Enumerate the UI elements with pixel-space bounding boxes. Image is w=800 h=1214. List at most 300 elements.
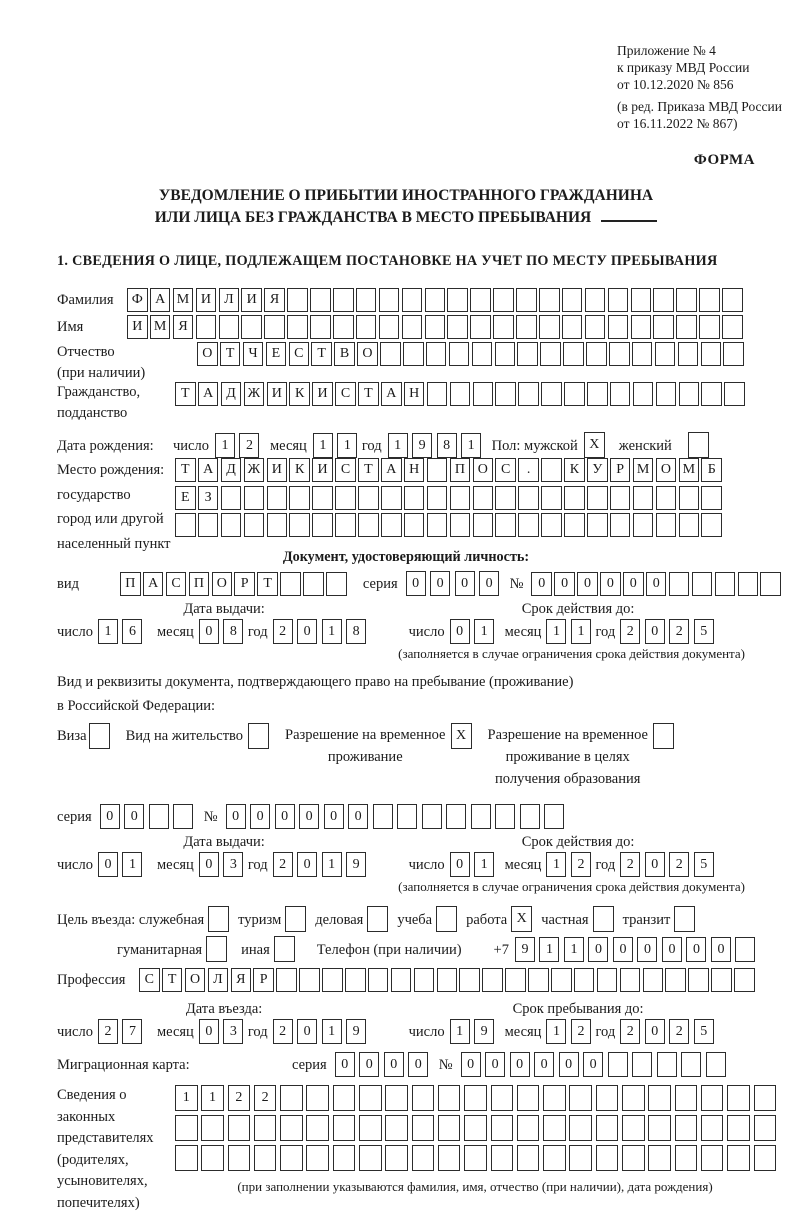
doc-type-cell[interactable]: А (143, 572, 164, 596)
doc-type-cell[interactable]: П (189, 572, 210, 596)
representatives-row3-cell[interactable] (333, 1145, 356, 1171)
permit-seria-cell[interactable] (173, 804, 193, 829)
migration-number-cell[interactable] (706, 1052, 726, 1077)
doc-type-cell[interactable] (280, 572, 301, 596)
birthplace-row2-cell[interactable] (701, 486, 722, 510)
representatives-row2-cell[interactable] (228, 1115, 251, 1141)
profession-cell[interactable] (482, 968, 503, 992)
surname-cell[interactable]: Ф (127, 288, 148, 312)
phone-cell[interactable]: 0 (662, 937, 682, 962)
representatives-row3-cell[interactable] (175, 1145, 198, 1171)
migration-number-cell[interactable] (632, 1052, 652, 1077)
entry-day-cell[interactable]: 2 (98, 1019, 118, 1044)
birthplace-row1-cell[interactable]: У (587, 458, 608, 482)
birth-year-cell[interactable]: 1 (388, 433, 408, 458)
birthplace-row2-cell[interactable] (518, 486, 539, 510)
representatives-row1-cell[interactable] (675, 1085, 698, 1111)
profession-cell[interactable] (414, 968, 435, 992)
birthplace-row1-cell[interactable]: О (473, 458, 494, 482)
birthplace-row2-cell[interactable] (473, 486, 494, 510)
birth-month-cell[interactable]: 1 (337, 433, 357, 458)
citizenship-cell[interactable] (473, 382, 494, 406)
doc-issue-day-cell[interactable]: 1 (98, 619, 118, 644)
permit-number-cell[interactable]: 0 (250, 804, 270, 829)
representatives-row1-cell[interactable] (622, 1085, 645, 1111)
birthplace-row1-cell[interactable]: А (198, 458, 219, 482)
representatives-row2-cell[interactable] (517, 1115, 540, 1141)
checkbox-purpose-other[interactable] (274, 936, 295, 962)
representatives-row3-cell[interactable] (543, 1145, 566, 1171)
doc-number-cell[interactable] (669, 572, 690, 596)
doc-number-cell[interactable]: 0 (577, 572, 598, 596)
migration-number-cell[interactable]: 0 (534, 1052, 554, 1077)
birthplace-row2-cell[interactable] (450, 486, 471, 510)
citizenship-cell[interactable] (587, 382, 608, 406)
permit-number-cell[interactable]: 0 (299, 804, 319, 829)
citizenship-cell[interactable] (724, 382, 745, 406)
doc-type-cell[interactable]: С (166, 572, 187, 596)
birthplace-row3-cell[interactable] (450, 513, 471, 537)
citizenship-cell[interactable]: А (381, 382, 402, 406)
checkbox-residence-permit[interactable] (248, 723, 269, 749)
checkbox-purpose-transit[interactable] (674, 906, 695, 932)
permit-number-cell[interactable] (544, 804, 564, 829)
birthplace-row3-cell[interactable] (381, 513, 402, 537)
migration-seria-cell[interactable]: 0 (384, 1052, 404, 1077)
name-cell[interactable] (447, 315, 468, 339)
surname-cell[interactable] (653, 288, 674, 312)
birthplace-row1-cell[interactable]: С (495, 458, 516, 482)
citizenship-cell[interactable]: Т (175, 382, 196, 406)
patronymic-cell[interactable] (701, 342, 722, 366)
birthplace-row1-cell[interactable]: . (518, 458, 539, 482)
name-cell[interactable] (310, 315, 331, 339)
birthplace-row3-cell[interactable] (541, 513, 562, 537)
profession-cell[interactable] (528, 968, 549, 992)
permit-number-cell[interactable] (495, 804, 515, 829)
birthplace-row3-cell[interactable] (312, 513, 333, 537)
permit-seria-cell[interactable] (149, 804, 169, 829)
doc-issue-year-cell[interactable]: 1 (322, 619, 342, 644)
permit-number-cell[interactable] (471, 804, 491, 829)
stay-day-cell[interactable]: 1 (450, 1019, 470, 1044)
representatives-row1-cell[interactable] (543, 1085, 566, 1111)
doc-number-cell[interactable] (760, 572, 781, 596)
citizenship-cell[interactable] (541, 382, 562, 406)
permit-issue-year-cell[interactable]: 9 (346, 852, 366, 877)
representatives-row2-cell[interactable] (201, 1115, 224, 1141)
surname-cell[interactable] (585, 288, 606, 312)
citizenship-cell[interactable] (701, 382, 722, 406)
checkbox-purpose-tourism[interactable] (285, 906, 306, 932)
surname-cell[interactable]: М (173, 288, 194, 312)
migration-number-cell[interactable]: 0 (461, 1052, 481, 1077)
representatives-row2-cell[interactable] (622, 1115, 645, 1141)
citizenship-cell[interactable] (564, 382, 585, 406)
birthplace-row2-cell[interactable] (541, 486, 562, 510)
representatives-row2-cell[interactable] (438, 1115, 461, 1141)
representatives-row3-cell[interactable] (648, 1145, 671, 1171)
birthplace-row3-cell[interactable] (679, 513, 700, 537)
representatives-row3-cell[interactable] (596, 1145, 619, 1171)
stay-year-cell[interactable]: 2 (669, 1019, 689, 1044)
representatives-row1-cell[interactable] (438, 1085, 461, 1111)
profession-cell[interactable] (299, 968, 320, 992)
citizenship-cell[interactable] (633, 382, 654, 406)
representatives-row1-cell[interactable]: 2 (228, 1085, 251, 1111)
patronymic-cell[interactable] (403, 342, 424, 366)
name-cell[interactable] (402, 315, 423, 339)
surname-cell[interactable]: А (150, 288, 171, 312)
representatives-row1-cell[interactable] (569, 1085, 592, 1111)
name-cell[interactable] (539, 315, 560, 339)
checkbox-rvp-education[interactable] (653, 723, 674, 749)
birthplace-row2-cell[interactable] (244, 486, 265, 510)
representatives-row3-cell[interactable] (517, 1145, 540, 1171)
stay-year-cell[interactable]: 5 (694, 1019, 714, 1044)
profession-cell[interactable] (620, 968, 641, 992)
doc-type-cell[interactable]: Р (234, 572, 255, 596)
permit-valid-month-cell[interactable]: 1 (546, 852, 566, 877)
patronymic-cell[interactable] (495, 342, 516, 366)
surname-cell[interactable] (699, 288, 720, 312)
representatives-row1-cell[interactable] (333, 1085, 356, 1111)
profession-cell[interactable] (551, 968, 572, 992)
migration-number-cell[interactable] (608, 1052, 628, 1077)
birthplace-row3-cell[interactable] (564, 513, 585, 537)
birth-day-cell[interactable]: 1 (215, 433, 235, 458)
migration-seria-cell[interactable]: 0 (359, 1052, 379, 1077)
surname-cell[interactable] (493, 288, 514, 312)
birthplace-row1-cell[interactable] (427, 458, 448, 482)
permit-number-cell[interactable]: 0 (226, 804, 246, 829)
profession-cell[interactable] (734, 968, 755, 992)
birthplace-row1-cell[interactable]: С (335, 458, 356, 482)
representatives-row3-cell[interactable] (228, 1145, 251, 1171)
birthplace-row3-cell[interactable] (289, 513, 310, 537)
entry-day-cell[interactable]: 7 (122, 1019, 142, 1044)
checkbox-rvp[interactable]: X (451, 723, 472, 749)
doc-number-cell[interactable] (715, 572, 736, 596)
surname-cell[interactable] (402, 288, 423, 312)
birthplace-row2-cell[interactable] (495, 486, 516, 510)
permit-valid-year-cell[interactable]: 0 (645, 852, 665, 877)
migration-number-cell[interactable] (657, 1052, 677, 1077)
migration-number-cell[interactable]: 0 (559, 1052, 579, 1077)
birthplace-row2-cell[interactable] (633, 486, 654, 510)
name-cell[interactable] (196, 315, 217, 339)
name-cell[interactable] (333, 315, 354, 339)
name-cell[interactable] (356, 315, 377, 339)
birthplace-row3-cell[interactable] (427, 513, 448, 537)
doc-valid-year-cell[interactable]: 2 (669, 619, 689, 644)
birthplace-row1-cell[interactable]: П (450, 458, 471, 482)
representatives-row3-cell[interactable] (201, 1145, 224, 1171)
citizenship-cell[interactable]: А (198, 382, 219, 406)
phone-cell[interactable]: 0 (637, 937, 657, 962)
name-cell[interactable] (585, 315, 606, 339)
surname-cell[interactable] (676, 288, 697, 312)
migration-number-cell[interactable]: 0 (485, 1052, 505, 1077)
permit-number-cell[interactable] (520, 804, 540, 829)
entry-year-cell[interactable]: 1 (322, 1019, 342, 1044)
patronymic-cell[interactable] (609, 342, 630, 366)
representatives-row2-cell[interactable] (701, 1115, 724, 1141)
permit-number-cell[interactable]: 0 (324, 804, 344, 829)
doc-valid-day-cell[interactable]: 1 (474, 619, 494, 644)
name-cell[interactable] (562, 315, 583, 339)
representatives-row1-cell[interactable] (306, 1085, 329, 1111)
profession-cell[interactable]: Р (253, 968, 274, 992)
migration-number-cell[interactable] (681, 1052, 701, 1077)
name-cell[interactable] (608, 315, 629, 339)
name-cell[interactable] (219, 315, 240, 339)
citizenship-cell[interactable]: И (312, 382, 333, 406)
doc-number-cell[interactable]: 0 (600, 572, 621, 596)
profession-cell[interactable] (391, 968, 412, 992)
representatives-row1-cell[interactable] (517, 1085, 540, 1111)
birthplace-row1-cell[interactable]: М (633, 458, 654, 482)
birthplace-row1-cell[interactable]: М (679, 458, 700, 482)
representatives-row2-cell[interactable] (675, 1115, 698, 1141)
representatives-row1-cell[interactable] (385, 1085, 408, 1111)
citizenship-cell[interactable] (518, 382, 539, 406)
surname-cell[interactable] (333, 288, 354, 312)
birthplace-row1-cell[interactable]: И (267, 458, 288, 482)
profession-cell[interactable]: С (139, 968, 160, 992)
birthplace-row1-cell[interactable] (541, 458, 562, 482)
name-cell[interactable] (379, 315, 400, 339)
representatives-row2-cell[interactable] (412, 1115, 435, 1141)
name-cell[interactable] (653, 315, 674, 339)
surname-cell[interactable] (608, 288, 629, 312)
entry-month-cell[interactable]: 3 (223, 1019, 243, 1044)
doc-issue-year-cell[interactable]: 2 (273, 619, 293, 644)
birthplace-row2-cell[interactable] (267, 486, 288, 510)
doc-valid-month-cell[interactable]: 1 (546, 619, 566, 644)
permit-issue-month-cell[interactable]: 3 (223, 852, 243, 877)
representatives-row3-cell[interactable] (464, 1145, 487, 1171)
checkbox-sex-male[interactable]: X (584, 432, 605, 458)
representatives-row1-cell[interactable] (359, 1085, 382, 1111)
representatives-row2-cell[interactable] (543, 1115, 566, 1141)
representatives-row3-cell[interactable] (569, 1145, 592, 1171)
birthplace-row1-cell[interactable]: Д (221, 458, 242, 482)
birthplace-row3-cell[interactable] (518, 513, 539, 537)
representatives-row2-cell[interactable] (280, 1115, 303, 1141)
migration-number-cell[interactable]: 0 (510, 1052, 530, 1077)
checkbox-sex-female[interactable] (688, 432, 709, 458)
profession-cell[interactable]: О (185, 968, 206, 992)
representatives-row2-cell[interactable] (254, 1115, 277, 1141)
permit-number-cell[interactable] (446, 804, 466, 829)
profession-cell[interactable]: Я (231, 968, 252, 992)
representatives-row1-cell[interactable] (727, 1085, 750, 1111)
patronymic-cell[interactable] (563, 342, 584, 366)
doc-number-cell[interactable]: 0 (646, 572, 667, 596)
surname-cell[interactable] (287, 288, 308, 312)
patronymic-cell[interactable]: Е (266, 342, 287, 366)
name-cell[interactable] (516, 315, 537, 339)
doc-number-cell[interactable]: 0 (554, 572, 575, 596)
birthplace-row3-cell[interactable] (633, 513, 654, 537)
phone-cell[interactable]: 0 (711, 937, 731, 962)
profession-cell[interactable] (459, 968, 480, 992)
representatives-row1-cell[interactable] (464, 1085, 487, 1111)
citizenship-cell[interactable] (679, 382, 700, 406)
patronymic-cell[interactable]: В (334, 342, 355, 366)
surname-cell[interactable] (310, 288, 331, 312)
citizenship-cell[interactable] (656, 382, 677, 406)
profession-cell[interactable] (505, 968, 526, 992)
birthplace-row1-cell[interactable]: Т (358, 458, 379, 482)
permit-number-cell[interactable] (422, 804, 442, 829)
birthplace-row3-cell[interactable] (267, 513, 288, 537)
birthplace-row2-cell[interactable] (610, 486, 631, 510)
profession-cell[interactable] (574, 968, 595, 992)
representatives-row2-cell[interactable] (596, 1115, 619, 1141)
citizenship-cell[interactable]: Н (404, 382, 425, 406)
surname-cell[interactable] (470, 288, 491, 312)
representatives-row1-cell[interactable]: 1 (175, 1085, 198, 1111)
name-cell[interactable] (470, 315, 491, 339)
representatives-row3-cell[interactable] (622, 1145, 645, 1171)
citizenship-cell[interactable] (610, 382, 631, 406)
stay-day-cell[interactable]: 9 (474, 1019, 494, 1044)
doc-number-cell[interactable] (692, 572, 713, 596)
citizenship-cell[interactable]: Д (221, 382, 242, 406)
birthplace-row2-cell[interactable] (289, 486, 310, 510)
permit-number-cell[interactable]: 0 (348, 804, 368, 829)
birth-year-cell[interactable]: 8 (437, 433, 457, 458)
birthplace-row2-cell[interactable] (427, 486, 448, 510)
representatives-row2-cell[interactable] (569, 1115, 592, 1141)
birthplace-row2-cell[interactable]: З (198, 486, 219, 510)
name-cell[interactable]: И (127, 315, 148, 339)
representatives-row1-cell[interactable] (754, 1085, 777, 1111)
representatives-row2-cell[interactable] (306, 1115, 329, 1141)
permit-valid-year-cell[interactable]: 2 (669, 852, 689, 877)
profession-cell[interactable] (276, 968, 297, 992)
representatives-row3-cell[interactable] (491, 1145, 514, 1171)
surname-cell[interactable] (562, 288, 583, 312)
representatives-row2-cell[interactable] (754, 1115, 777, 1141)
permit-seria-cell[interactable]: 0 (100, 804, 120, 829)
surname-cell[interactable] (356, 288, 377, 312)
patronymic-cell[interactable] (586, 342, 607, 366)
birthplace-row1-cell[interactable]: И (312, 458, 333, 482)
birthplace-row2-cell[interactable] (404, 486, 425, 510)
permit-issue-day-cell[interactable]: 0 (98, 852, 118, 877)
permit-issue-year-cell[interactable]: 2 (273, 852, 293, 877)
entry-month-cell[interactable]: 0 (199, 1019, 219, 1044)
citizenship-cell[interactable]: И (267, 382, 288, 406)
birthplace-row3-cell[interactable] (221, 513, 242, 537)
doc-issue-day-cell[interactable]: 6 (122, 619, 142, 644)
birthplace-row3-cell[interactable] (335, 513, 356, 537)
doc-seria-cell[interactable]: 0 (406, 571, 426, 596)
doc-valid-month-cell[interactable]: 1 (571, 619, 591, 644)
checkbox-purpose-humanitarian[interactable] (206, 936, 227, 962)
permit-valid-year-cell[interactable]: 5 (694, 852, 714, 877)
birthplace-row1-cell[interactable]: К (564, 458, 585, 482)
birthplace-row1-cell[interactable]: К (289, 458, 310, 482)
name-cell[interactable] (699, 315, 720, 339)
citizenship-cell[interactable]: Ж (244, 382, 265, 406)
entry-year-cell[interactable]: 0 (297, 1019, 317, 1044)
surname-cell[interactable] (425, 288, 446, 312)
surname-cell[interactable] (631, 288, 652, 312)
checkbox-purpose-business[interactable] (367, 906, 388, 932)
phone-cell[interactable]: 0 (613, 937, 633, 962)
representatives-row1-cell[interactable] (648, 1085, 671, 1111)
birthplace-row3-cell[interactable] (495, 513, 516, 537)
entry-year-cell[interactable]: 2 (273, 1019, 293, 1044)
surname-cell[interactable] (447, 288, 468, 312)
phone-cell[interactable]: 1 (539, 937, 559, 962)
birthplace-row3-cell[interactable] (610, 513, 631, 537)
migration-number-cell[interactable]: 0 (583, 1052, 603, 1077)
representatives-row3-cell[interactable] (754, 1145, 777, 1171)
permit-issue-month-cell[interactable]: 0 (199, 852, 219, 877)
doc-seria-cell[interactable]: 0 (479, 571, 499, 596)
migration-seria-cell[interactable]: 0 (408, 1052, 428, 1077)
patronymic-cell[interactable]: Ч (243, 342, 264, 366)
permit-number-cell[interactable] (373, 804, 393, 829)
representatives-row3-cell[interactable] (727, 1145, 750, 1171)
birthplace-row3-cell[interactable] (198, 513, 219, 537)
permit-valid-month-cell[interactable]: 2 (571, 852, 591, 877)
profession-cell[interactable] (437, 968, 458, 992)
representatives-row1-cell[interactable] (596, 1085, 619, 1111)
doc-type-cell[interactable]: Т (257, 572, 278, 596)
patronymic-cell[interactable]: О (197, 342, 218, 366)
permit-number-cell[interactable]: 0 (275, 804, 295, 829)
birth-month-cell[interactable]: 1 (313, 433, 333, 458)
birth-year-cell[interactable]: 1 (461, 433, 481, 458)
profession-cell[interactable]: Л (208, 968, 229, 992)
citizenship-cell[interactable] (427, 382, 448, 406)
birthplace-row3-cell[interactable] (358, 513, 379, 537)
surname-cell[interactable] (722, 288, 743, 312)
patronymic-cell[interactable] (540, 342, 561, 366)
representatives-row2-cell[interactable] (359, 1115, 382, 1141)
citizenship-cell[interactable] (495, 382, 516, 406)
stay-month-cell[interactable]: 2 (571, 1019, 591, 1044)
doc-valid-year-cell[interactable]: 5 (694, 619, 714, 644)
citizenship-cell[interactable]: К (289, 382, 310, 406)
name-cell[interactable] (676, 315, 697, 339)
birthplace-row2-cell[interactable] (587, 486, 608, 510)
name-cell[interactable]: М (150, 315, 171, 339)
patronymic-cell[interactable] (678, 342, 699, 366)
surname-cell[interactable]: Л (219, 288, 240, 312)
birthplace-row3-cell[interactable] (587, 513, 608, 537)
permit-seria-cell[interactable]: 0 (124, 804, 144, 829)
doc-issue-year-cell[interactable]: 0 (297, 619, 317, 644)
phone-cell[interactable] (735, 937, 755, 962)
name-cell[interactable] (241, 315, 262, 339)
stay-month-cell[interactable]: 1 (546, 1019, 566, 1044)
profession-cell[interactable] (643, 968, 664, 992)
representatives-row3-cell[interactable] (675, 1145, 698, 1171)
profession-cell[interactable] (597, 968, 618, 992)
name-cell[interactable]: Я (173, 315, 194, 339)
representatives-row2-cell[interactable] (385, 1115, 408, 1141)
birthplace-row1-cell[interactable]: О (656, 458, 677, 482)
birthplace-row1-cell[interactable]: Р (610, 458, 631, 482)
doc-type-cell[interactable] (326, 572, 347, 596)
